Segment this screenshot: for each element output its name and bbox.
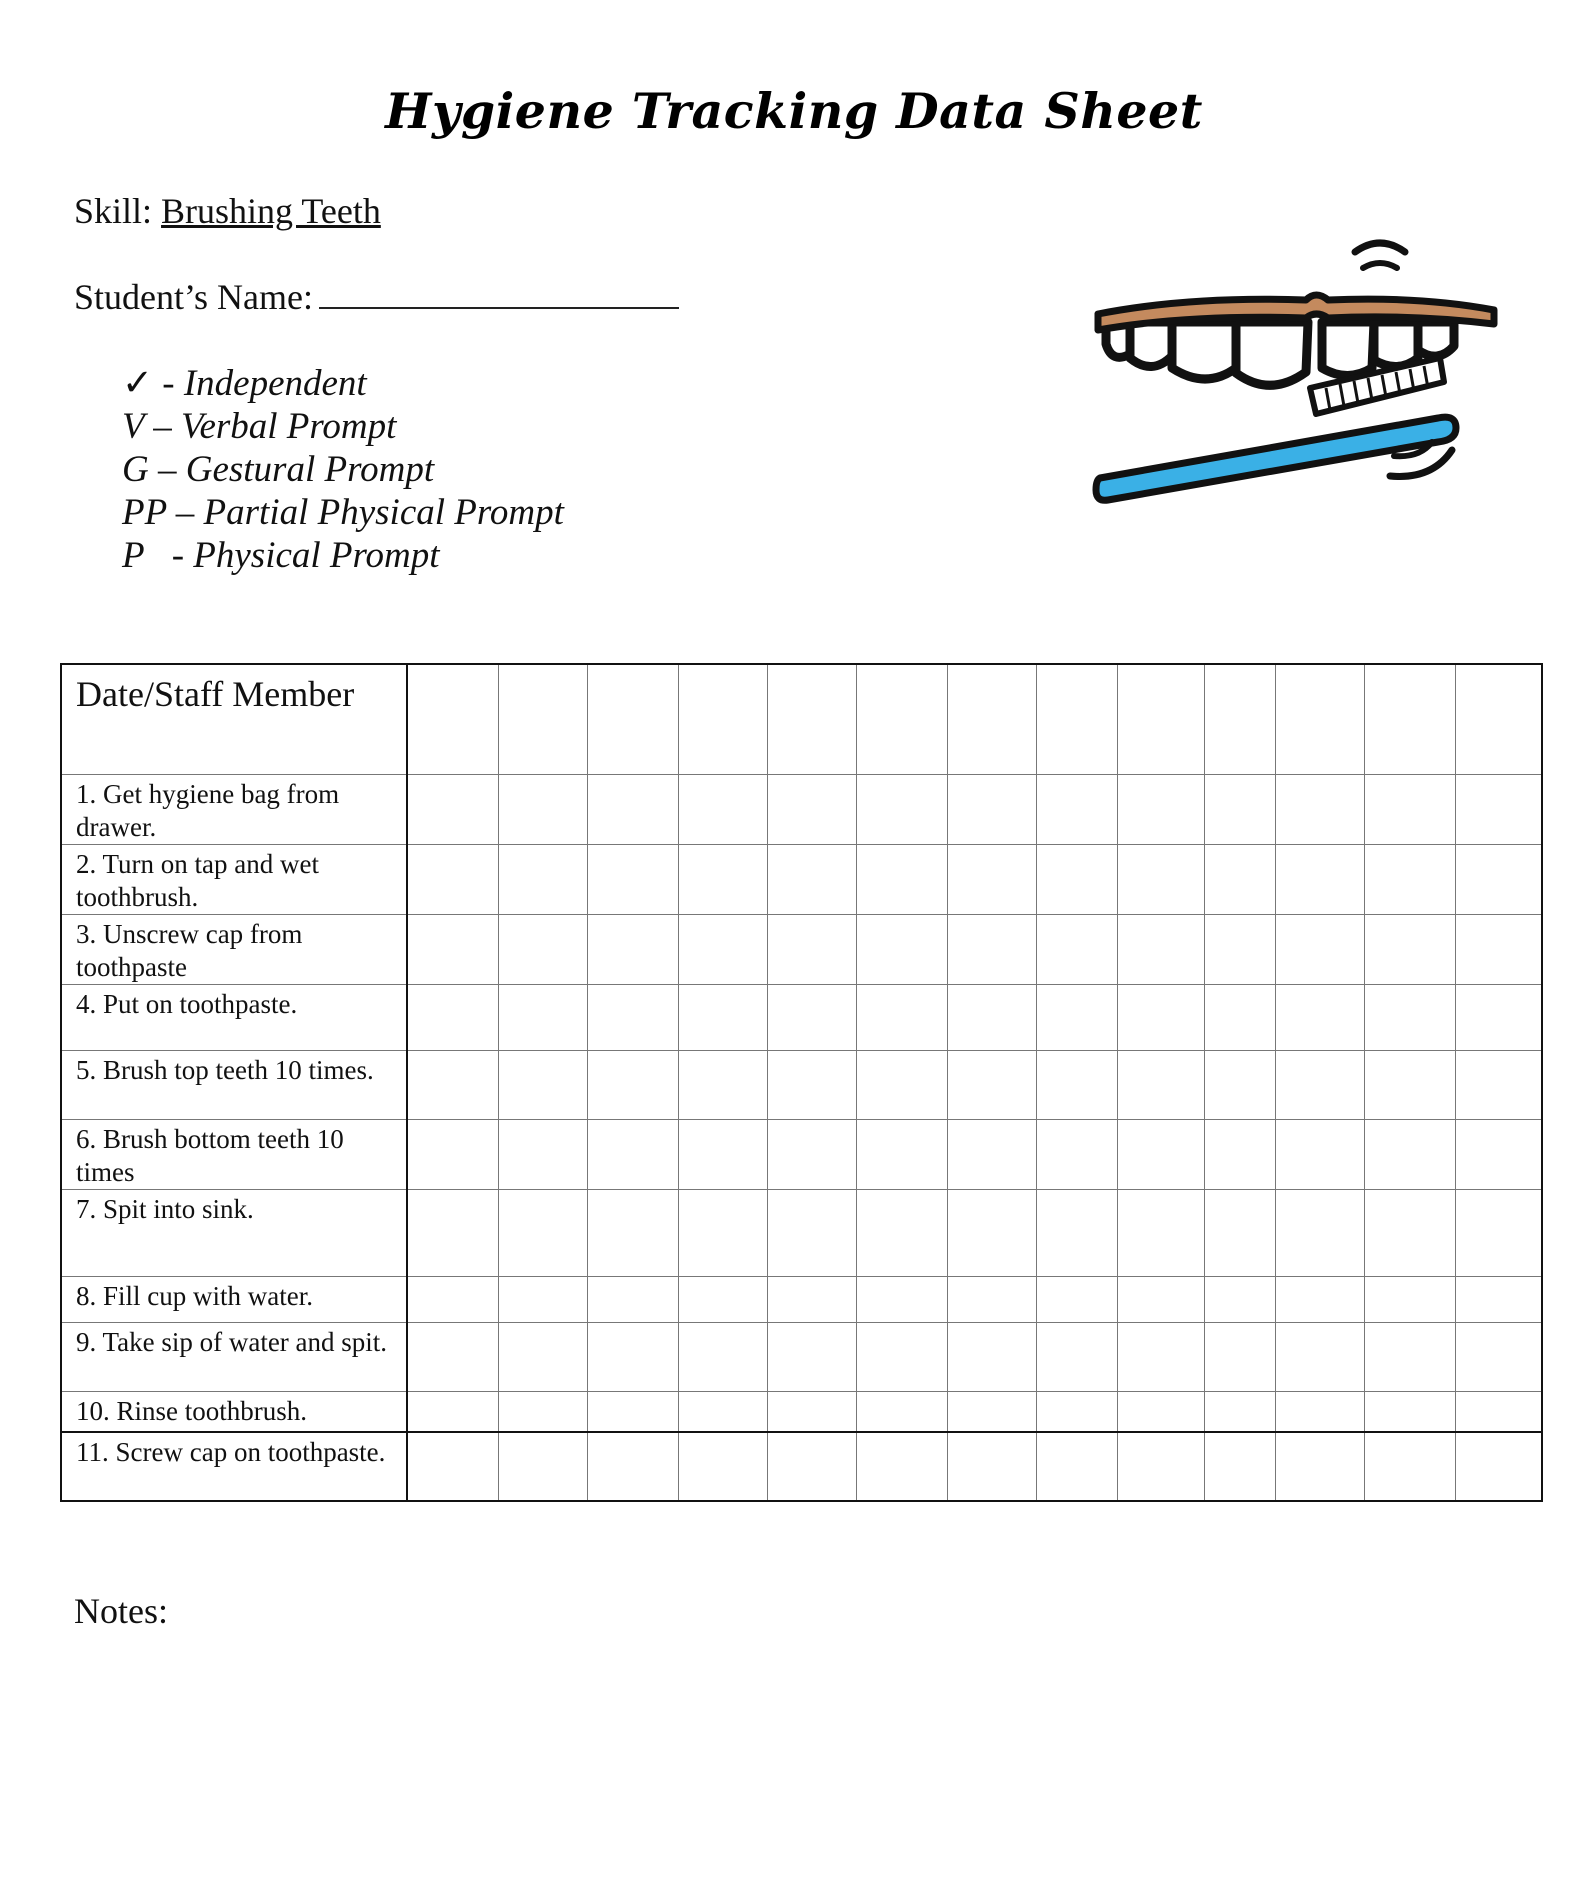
tracking-cell[interactable] — [1117, 1189, 1204, 1276]
tracking-cell[interactable] — [678, 1119, 767, 1189]
tracking-cell[interactable] — [498, 1276, 587, 1322]
date-staff-cell[interactable] — [1364, 664, 1455, 774]
tracking-cell[interactable] — [1275, 1050, 1364, 1119]
tracking-cell[interactable] — [1455, 1322, 1542, 1391]
tracking-cell[interactable] — [1204, 1119, 1275, 1189]
tracking-cell[interactable] — [587, 844, 678, 914]
tracking-cell[interactable] — [1204, 774, 1275, 844]
page-title: Hygiene Tracking Data Sheet — [385, 82, 1203, 140]
tracking-cell[interactable] — [407, 1391, 498, 1432]
date-staff-cell[interactable] — [1117, 664, 1204, 774]
tracking-cell[interactable] — [587, 774, 678, 844]
tracking-cell[interactable] — [947, 1276, 1036, 1322]
tracking-cell[interactable] — [498, 844, 587, 914]
step-row — [61, 1391, 1542, 1432]
legend-separator: - — [153, 363, 184, 404]
tracking-cell[interactable] — [1275, 914, 1364, 984]
tracking-cell[interactable] — [407, 1322, 498, 1391]
tracking-cell[interactable] — [1036, 1432, 1117, 1501]
tracking-cell[interactable] — [1364, 1322, 1455, 1391]
tracking-cell[interactable] — [498, 1189, 587, 1276]
step-row — [61, 914, 1542, 984]
tracking-cell[interactable] — [1204, 844, 1275, 914]
tracking-cell[interactable] — [1036, 914, 1117, 984]
tracking-cell[interactable] — [947, 1189, 1036, 1276]
tracking-cell[interactable] — [587, 914, 678, 984]
tracking-cell[interactable] — [1364, 984, 1455, 1050]
tracking-cell[interactable] — [856, 1391, 947, 1432]
tracking-cell[interactable] — [1036, 774, 1117, 844]
tracking-cell[interactable] — [856, 844, 947, 914]
header-label: Date/Staff Member — [61, 664, 407, 774]
legend-symbol: G — [122, 449, 149, 490]
tracking-cell[interactable] — [767, 1119, 856, 1189]
legend-symbol: P — [122, 535, 144, 576]
tracking-cell[interactable] — [1117, 914, 1204, 984]
step-label: 11. Screw cap on toothpaste. — [61, 1432, 407, 1501]
tracking-cell[interactable] — [1275, 984, 1364, 1050]
skill-value: Brushing Teeth — [161, 191, 381, 231]
tracking-cell[interactable] — [856, 1189, 947, 1276]
date-staff-cell[interactable] — [767, 664, 856, 774]
step-label: 5. Brush top teeth 10 times. — [61, 1050, 407, 1119]
tracking-cell[interactable] — [1204, 1322, 1275, 1391]
tracking-cell[interactable] — [1204, 1050, 1275, 1119]
tracking-cell[interactable] — [767, 774, 856, 844]
tracking-cell[interactable] — [1036, 1189, 1117, 1276]
tracking-cell[interactable] — [1036, 844, 1117, 914]
tracking-cell[interactable] — [1117, 984, 1204, 1050]
legend-symbol: PP — [122, 492, 167, 533]
header-row — [61, 664, 1542, 774]
tracking-cell[interactable] — [678, 1391, 767, 1432]
date-staff-cell[interactable] — [498, 664, 587, 774]
tracking-cell[interactable] — [407, 1189, 498, 1276]
tracking-cell[interactable] — [407, 914, 498, 984]
tracking-cell[interactable] — [678, 914, 767, 984]
tracking-cell[interactable] — [587, 1119, 678, 1189]
tracking-cell[interactable] — [407, 1276, 498, 1322]
tracking-cell[interactable] — [1275, 1432, 1364, 1501]
tracking-cell[interactable] — [947, 914, 1036, 984]
tracking-cell[interactable] — [1364, 1276, 1455, 1322]
tracking-cell[interactable] — [947, 1050, 1036, 1119]
tracking-cell[interactable] — [947, 1322, 1036, 1391]
step-label: 3. Unscrew cap from toothpaste — [61, 914, 407, 984]
tracking-cell[interactable] — [1117, 844, 1204, 914]
tracking-cell[interactable] — [947, 844, 1036, 914]
step-row — [61, 1050, 1542, 1119]
legend-separator: – — [148, 449, 186, 490]
tracking-cell[interactable] — [1117, 774, 1204, 844]
tracking-cell[interactable] — [1455, 1050, 1542, 1119]
legend-item — [122, 362, 564, 405]
tracking-cell[interactable] — [1455, 914, 1542, 984]
tracking-cell[interactable] — [587, 1322, 678, 1391]
tracking-cell[interactable] — [1455, 774, 1542, 844]
tracking-cell[interactable] — [678, 1432, 767, 1501]
tracking-cell[interactable] — [1204, 984, 1275, 1050]
date-staff-cell[interactable] — [678, 664, 767, 774]
legend-text: Gestural Prompt — [185, 449, 435, 490]
tracking-cell[interactable] — [587, 1391, 678, 1432]
step-row — [61, 1189, 1542, 1276]
tracking-cell[interactable] — [1364, 1050, 1455, 1119]
tracking-cell[interactable] — [587, 1276, 678, 1322]
tracking-cell[interactable] — [498, 1432, 587, 1501]
tracking-cell[interactable] — [1455, 1432, 1542, 1501]
tracking-cell[interactable] — [407, 1119, 498, 1189]
tracking-cell[interactable] — [1036, 1322, 1117, 1391]
tracking-cell[interactable] — [587, 1189, 678, 1276]
date-staff-cell[interactable] — [947, 664, 1036, 774]
tracking-cell[interactable] — [1117, 1432, 1204, 1501]
tracking-cell[interactable] — [1275, 1276, 1364, 1322]
step-row — [61, 1322, 1542, 1391]
legend-item — [122, 448, 564, 491]
legend-text: Verbal Prompt — [180, 406, 397, 447]
date-staff-cell[interactable] — [1036, 664, 1117, 774]
tracking-cell[interactable] — [1036, 1119, 1117, 1189]
tracking-cell[interactable] — [1204, 1391, 1275, 1432]
step-row — [61, 1276, 1542, 1322]
skill-line — [74, 190, 381, 232]
tracking-cell[interactable] — [678, 1276, 767, 1322]
tracking-cell[interactable] — [678, 1189, 767, 1276]
legend-item — [122, 491, 564, 534]
legend-symbol: V — [122, 406, 144, 447]
legend-separator: – — [166, 492, 204, 533]
tracking-cell[interactable] — [856, 1276, 947, 1322]
prompt-legend — [122, 362, 564, 577]
step-label: 8. Fill cup with water. — [61, 1276, 407, 1322]
step-label: 2. Turn on tap and wet toothbrush. — [61, 844, 407, 914]
tracking-cell[interactable] — [498, 1391, 587, 1432]
date-staff-cell[interactable] — [407, 664, 498, 774]
tracking-cell[interactable] — [1455, 844, 1542, 914]
tracking-cell[interactable] — [856, 1050, 947, 1119]
tracking-cell[interactable] — [678, 1050, 767, 1119]
tracking-cell[interactable] — [947, 984, 1036, 1050]
tracking-cell[interactable] — [678, 844, 767, 914]
tracking-cell[interactable] — [407, 984, 498, 1050]
tracking-cell[interactable] — [856, 1322, 947, 1391]
tracking-cell[interactable] — [947, 774, 1036, 844]
tracking-cell[interactable] — [767, 1432, 856, 1501]
tracking-cell[interactable] — [767, 1050, 856, 1119]
tracking-cell[interactable] — [767, 1391, 856, 1432]
tracking-cell[interactable] — [1036, 1050, 1117, 1119]
toothbrush-teeth-icon — [1060, 218, 1500, 508]
tracking-cell[interactable] — [1036, 1391, 1117, 1432]
tracking-cell[interactable] — [856, 984, 947, 1050]
tracking-cell[interactable] — [1117, 1276, 1204, 1322]
step-label: 6. Brush bottom teeth 10 times — [61, 1119, 407, 1189]
tracking-cell[interactable] — [407, 774, 498, 844]
tracking-cell[interactable] — [1364, 1432, 1455, 1501]
tracking-cell[interactable] — [767, 844, 856, 914]
student-name-field[interactable] — [319, 277, 679, 309]
tracking-cell[interactable] — [1275, 1322, 1364, 1391]
tracking-cell[interactable] — [767, 1322, 856, 1391]
tracking-cell[interactable] — [1455, 1391, 1542, 1432]
tracking-cell[interactable] — [498, 984, 587, 1050]
step-row — [61, 1119, 1542, 1189]
tracking-cell[interactable] — [947, 1119, 1036, 1189]
tracking-cell[interactable] — [1036, 984, 1117, 1050]
legend-text: Partial Physical Prompt — [203, 492, 564, 533]
step-label: 1. Get hygiene bag from drawer. — [61, 774, 407, 844]
tracking-cell[interactable] — [1204, 1276, 1275, 1322]
tracking-cell[interactable] — [947, 1391, 1036, 1432]
tracking-cell[interactable] — [1455, 1189, 1542, 1276]
step-row — [61, 774, 1542, 844]
legend-text: Physical Prompt — [193, 535, 440, 576]
step-label: 10. Rinse toothbrush. — [61, 1391, 407, 1432]
legend-symbol: ✓ — [122, 363, 154, 404]
tracking-cell[interactable] — [678, 1322, 767, 1391]
legend-separator: - — [143, 535, 194, 576]
tracking-cell[interactable] — [1275, 1119, 1364, 1189]
tracking-cell[interactable] — [856, 1432, 947, 1501]
tracking-cell[interactable] — [587, 984, 678, 1050]
date-staff-cell[interactable] — [1275, 664, 1364, 774]
tracking-cell[interactable] — [1455, 984, 1542, 1050]
date-staff-cell[interactable] — [1455, 664, 1542, 774]
tracking-cell[interactable] — [767, 984, 856, 1050]
step-row — [61, 984, 1542, 1050]
date-staff-cell[interactable] — [587, 664, 678, 774]
tracking-cell[interactable] — [1275, 1189, 1364, 1276]
tracking-cell[interactable] — [587, 1432, 678, 1501]
tracking-cell[interactable] — [1364, 774, 1455, 844]
tracking-cell[interactable] — [678, 984, 767, 1050]
tracking-cell[interactable] — [1275, 844, 1364, 914]
tracking-cell[interactable] — [767, 1276, 856, 1322]
tracking-cell[interactable] — [498, 774, 587, 844]
notes-label: Notes: — [74, 1591, 168, 1631]
tracking-cell[interactable] — [947, 1432, 1036, 1501]
skill-label: Skill: — [74, 191, 153, 231]
tracking-cell[interactable] — [1364, 1119, 1455, 1189]
date-staff-cell[interactable] — [856, 664, 947, 774]
tracking-cell[interactable] — [407, 1050, 498, 1119]
tracking-cell[interactable] — [1455, 1276, 1542, 1322]
date-staff-cell[interactable] — [1204, 664, 1275, 774]
tracking-cell[interactable] — [1275, 1391, 1364, 1432]
tracking-table — [60, 663, 1543, 1502]
tracking-cell[interactable] — [1364, 914, 1455, 984]
tracking-cell[interactable] — [498, 1050, 587, 1119]
tracking-cell[interactable] — [856, 914, 947, 984]
tracking-cell[interactable] — [587, 1050, 678, 1119]
tracking-cell[interactable] — [498, 1322, 587, 1391]
legend-text: Independent — [183, 363, 367, 404]
step-row — [61, 1432, 1542, 1501]
step-label: 7. Spit into sink. — [61, 1189, 407, 1276]
tracking-cell[interactable] — [1036, 1276, 1117, 1322]
tracking-cell[interactable] — [1117, 1119, 1204, 1189]
tracking-cell[interactable] — [856, 774, 947, 844]
tracking-cell[interactable] — [767, 1189, 856, 1276]
tracking-cell[interactable] — [1364, 1391, 1455, 1432]
tracking-cell[interactable] — [1364, 844, 1455, 914]
tracking-cell[interactable] — [1204, 1432, 1275, 1501]
tracking-cell[interactable] — [767, 914, 856, 984]
step-label: 4. Put on toothpaste. — [61, 984, 407, 1050]
tracking-cell[interactable] — [1204, 914, 1275, 984]
tracking-cell[interactable] — [498, 914, 587, 984]
legend-item — [122, 534, 564, 577]
tracking-cell[interactable] — [678, 774, 767, 844]
tracking-cell[interactable] — [407, 844, 498, 914]
tracking-cell[interactable] — [498, 1119, 587, 1189]
tracking-cell[interactable] — [1117, 1322, 1204, 1391]
tracking-cell[interactable] — [1204, 1189, 1275, 1276]
tracking-cell[interactable] — [1117, 1050, 1204, 1119]
student-name-line — [74, 276, 679, 318]
tracking-cell[interactable] — [1275, 774, 1364, 844]
tracking-cell[interactable] — [1117, 1391, 1204, 1432]
tracking-cell[interactable] — [1455, 1119, 1542, 1189]
student-name-label: Student’s Name: — [74, 277, 313, 317]
legend-separator: – — [143, 406, 181, 447]
tracking-cell[interactable] — [1364, 1189, 1455, 1276]
step-row — [61, 844, 1542, 914]
step-label: 9. Take sip of water and spit. — [61, 1322, 407, 1391]
legend-item — [122, 405, 564, 448]
tracking-cell[interactable] — [856, 1119, 947, 1189]
tracking-cell[interactable] — [407, 1432, 498, 1501]
